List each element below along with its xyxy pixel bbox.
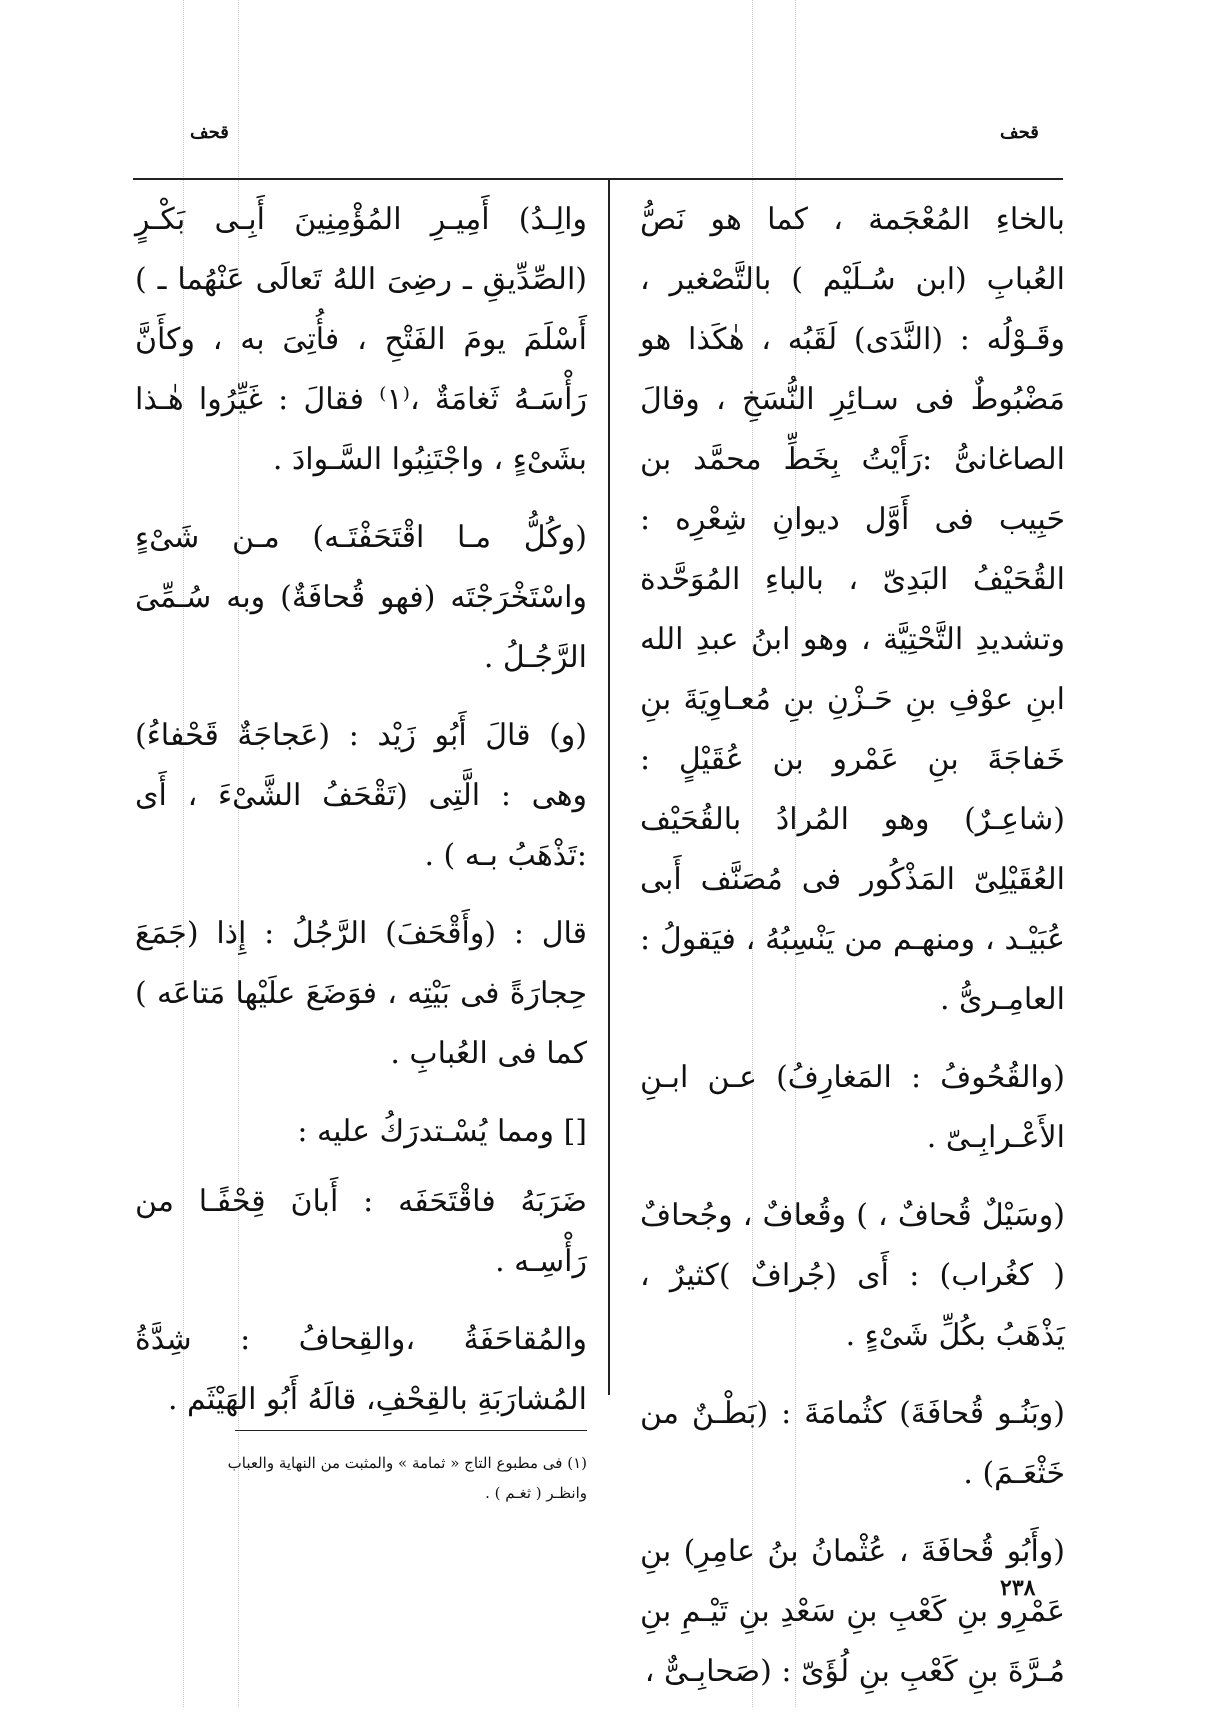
running-head-right: قحف: [1000, 122, 1039, 143]
paragraph: [] ومما يُسْـتدرَكُ عليه :: [297, 1114, 587, 1149]
page-number: ٢٣٨: [1000, 1575, 1036, 1601]
paragraph: والمُقاحَفَةُ ،والقِحافُ : شِدَّةُ المُشارَبَةِ بالقِحْفِ، قالَهُ أَبُو الهَيْثَم .: [135, 1322, 587, 1417]
paragraph: قال : (وأَقْحَفَ) الرَّجُلُ : إِذا (جَمَعَ حِجارَةً فى بَيْتِه ، فوَضَعَ علَيْها مَتاعَه ) كما فى العُبابِ .: [135, 916, 587, 1071]
right-column: [640, 190, 1065, 1720]
header-rule: [133, 178, 1063, 180]
left-column: [135, 190, 587, 1448]
paragraph: (وسَيْلٌ قُحافٌ ، ) وقُعافٌ ، وجُحافٌ ( كغُراب) : أَى (جُرافٌ )كثيرٌ ، يَذْهَبُ بكُلِّ شَىْءٍ .: [640, 1198, 1065, 1353]
paragraph: ضَرَبَهُ فاقْتَحَفَه : أَبانَ قِحْفًـا من رَأْسِـه .: [135, 1184, 587, 1279]
running-head-left: قحف: [190, 122, 229, 143]
paragraph: (والقُحُوفُ : المَغارِفُ) عـن ابـنِ الأَعْـرابِـىّ .: [640, 1060, 1065, 1155]
paragraph: والِـدُ) أَمِيـرِ المُؤْمِنِينَ أَبِـى بَكْـرٍ (الصِّدِّيقِ ـ رضِىَ اللهُ تَعالَى عَنْهُما ـ ) أَسْلَمَ يومَ الفَتْحِ ، فأُتِىَ به ، وكأَنَّ رَأْسَـهُ ثَغامَةٌ ،⁽١⁾ فقالَ : غَيِّرُوا هٰـذا بشَىْءٍ ، واجْتَنِبُوا السَّـوادَ .: [135, 202, 587, 477]
footnote-rule: [235, 1430, 587, 1431]
column-divider: [608, 180, 610, 1395]
paragraph: (وكُلُّ مـا اقْتَحَفْتَـه) مـن شَىْءٍ واسْتَخْرَجْتَه (فهو قُحافَةٌ) وبه سُـمِّىَ الرَّجُـلُ .: [135, 520, 587, 675]
paragraph: بالخاءِ المُعْجَمة ، كما هو نَصُّ العُبابِ (ابن سُـلَيْم ) بالتَّصْغير ، وقَـوْلُه : (النَّدَى) لَقَبُه ، هٰكَذا هو مَضْبُوطٌ فى سـائِرِ النُّسَخِ ، وقالَ الصاغانىُّ :رَأَيْتُ بِخَطِّ محمَّد بن حَبِيب فى أَوَّل ديوانِ شِعْرِه : القُحَيْفُ البَدِىّ ، بالباءِ المُوَحَّدة وتشديدِ التَّحْتِيَّة ، وهو ابنُ عبدِ الله ابنِ عوْفِ بنِ حَـزْنِ بنِ مُعـاوِيَةَ بنِ خَفاجَةَ بنِ عَمْرو بن عُقَيْلٍ : (شاعِـرٌ) وهو المُرادُ بالقُحَيْف العُقَيْلِىّ المَذْكُور فى مُصَنَّف أَبى عُبَيْـد ، ومنهـم من يَنْسِبُهُ ، فيَقولُ : العامِـرىُّ .: [640, 202, 1065, 1017]
footnote: [140, 1448, 587, 1508]
paragraph: (وأَبُو قُحافَةَ ، عُثْمانُ بنُ عامِرِ) بنِ عَمْرِو بنِ كَعْبِ بنِ سَعْدِ بنِ تَيْـمِ بنِ مُـرَّةَ بنِ كَعْبِ بنِ لُؤَىّ : (صَحابِـىٌّ ،: [640, 1534, 1065, 1689]
footnote-line: وانظـر ( ثغـم ) .: [485, 1484, 587, 1502]
footnote-line: (١) فى مطبوع التاج « ثمامة » والمثبت من النهاية والعباب: [227, 1454, 587, 1472]
paragraph: (و) قالَ أَبُو زَيْد : (عَجاجَةٌ قَحْفاءُ) وهى : الَّتِى (تَقْحَفُ الشَّىْءَ ، أَى :تَذْهَبُ بـه ) .: [135, 718, 587, 873]
paragraph: (وبَنُـو قُحافَةَ) كثُمامَةَ : (بَطْـنٌ من خَثْعَـمَ) .: [640, 1396, 1065, 1491]
